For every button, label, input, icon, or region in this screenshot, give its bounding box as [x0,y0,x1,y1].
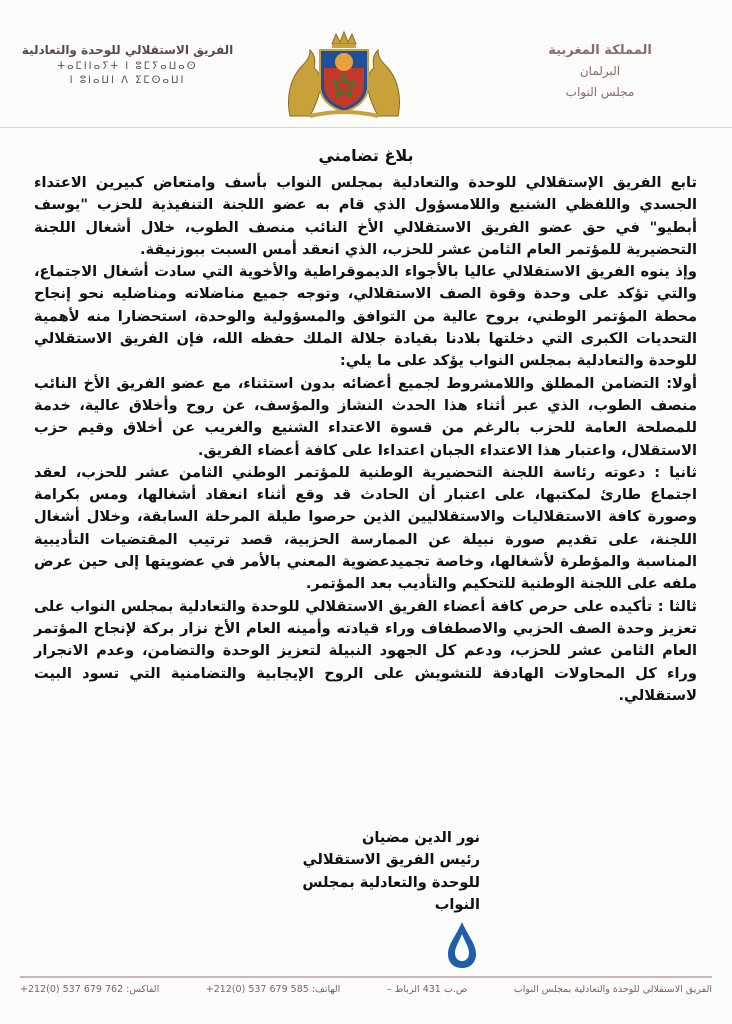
moroccan-coat-of-arms-icon [280,28,408,120]
signatory-role: رئيس الفريق الاستقلالي [302,851,480,869]
header-group-name: الفريق الاستقلالي للوحدة والتعادلية [21,43,234,57]
paragraph-context: وإذ ينوه الفريق الاستقلالي عاليا بالأجواء الديموقراطية والأخوية التي سادت أشغال الاجتماع، والتي تؤكد على وحدة وقوة الصف الاستقلالي، وتوجه جميع مناضلاته ومناضليه نحو إنجاح محطة المؤتمر الوطني، بروح عالية من التوافق والمسؤولية والوحدة، استحضارا منه لأهمية التحديات الكبرى التي دخلتها بلادنا بقيادة جلالة الملك حفظه الله، فإن الفريق الاستقلالي للوحدة والتعادلية بمجلس النواب يؤكد على ما يلي: [34,263,697,370]
header-house: مجلس النواب [565,85,635,99]
header-kingdom-block [520,40,680,103]
signature-block [260,827,480,916]
footer-po-box: ص.ب 431 الرباط – [386,984,468,995]
footer-fax: الفاكس: 762 679 537 (0)212+ [20,984,160,995]
signatory-name: نور الدين مضيان [361,829,480,846]
header-tifinagh-line2: ⵏ ⵓⵏⴰⵡⵏ ⴷ ⵉⵎⵙⴰⵡⵏ [69,75,186,86]
paragraph-first: أولا: التضامن المطلق واللامشروط لجميع أعضائه بدون استثناء، مع عضو الفريق الأخ النائب منصف الطوب، الذي عبر أثناء هذا الحدث النشاز والمؤسف، عن روح وأخلاق عالية، خدمة للمصلحة العامة للحزب بالرغم من قسوة الاعتداء الشنيع والغريب عن أخلاق وقيم حزب الاستقلال، واعتبار هذا الاعتداء الجبان اعتداءا على كافة أعضاء الفريق. [34,374,697,459]
paragraph-intro: تابع الفريق الإستقلالي للوحدة والتعادلية بمجلس النواب بأسف وامتعاض كبيرين الاعتداء الجسدي واللفظي الشنيع واللامسؤول الذي قام به عضو اللجنة التنفيذية للحزب "يوسف أبطيو" في حق عضو الفريق الاستقلالي الأخ النائب منصف الطوب، خلال أشغال اللجنة التحضيرية للمؤتمر العام الثامن عشر للحزب، الذي انعقد أمس السبت ببوزنيقة. [34,174,697,258]
document-title: بلاغ تضامني [318,146,414,165]
paragraph-third: ثالثا : تأكيده على حرص كافة أعضاء الفريق الاستقلالي للوحدة والتعادلية بمجلس النواب على تعزيز وحدة الصف الحزبي والاصطفاف وراء قيادته وأمينه العام الأخ نزار بركة لإنجاح المؤتمر العام الثامن عشر للحزب، ودعم كل الجهود النبيلة لتعزيز الوحدة والتضامن، وعدم الانجرار وراء كل المحاولات الهادفة للتشويش على الروح الإيجابية والتضامنية التي تسود البيت لاستقلالي. [34,597,697,704]
signatory-group: للوحدة والتعادلية بمجلس النواب [302,873,480,913]
header-parliament: البرلمان [579,64,621,78]
footer-phone: الهاتف: 585 679 537 (0)212+ [205,984,341,995]
header-kingdom: المملكة المغربية [548,43,652,58]
footer-org: الفريق الاستقلالي للوحدة والتعادلية بمجلس النواب [513,984,712,995]
header-divider [0,127,732,128]
paragraph-second: ثانيا : دعوته رئاسة اللجنة التحضيرية الوطنية للمؤتمر الوطني الثامن عشر للحزب، لعقد اجتماع طارئ لمكتبها، على اعتبار أن الحادث قد وقع أثناء انعقاد أشغالها، ومس بكرامة وصورة كافة الاستقلاليات والاستقلاليين الذين حرصوا طيلة المرحلة السابقة، وخلال أشغال اللجنة، على تقديم صورة نبيلة عن الممارسة الحزبية، قصد ترتيب المقتضيات التأديبية المناسبة والمؤطرة لأشغالها، وخاصة تجميدعضوية المعني بالأمر في عضويتها إلى حين عرض ملفه على اللجنة الوطنية للتحكيم والتأديب بعد المؤتمر. [34,463,697,593]
footer-contact [20,984,712,995]
header-group-block [20,40,235,88]
water-drop-logo-icon [446,920,478,970]
footer-divider [20,976,712,978]
header-tifinagh-line1: ⵜⴰⵎⵏⵏⴰⵢⵜ ⵏ ⵓⵎⵢⴰⵡⴰⵙ [57,61,198,72]
statement-body [34,172,697,707]
